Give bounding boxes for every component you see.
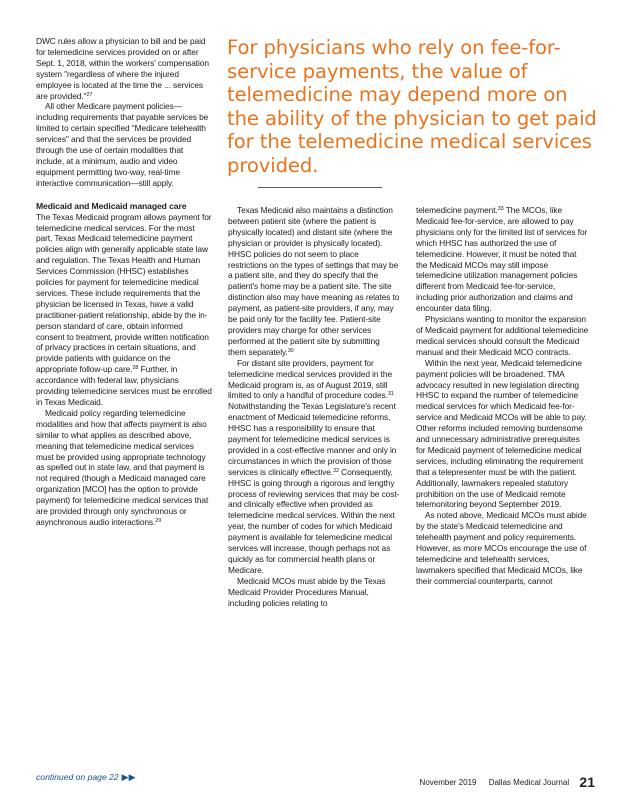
paragraph: Within the next year, Medicaid telemedicine payment policies will be broadened. TMA advocacy resulted in new legislation directing HHSC to expand the number of telemedicine medical services for which Medicaid fee-for-service and Medicaid MCOs will be able to pay. Other reforms included removing burdensome and unnecessary administrative prerequisites for Medicaid payment of telemedicine medical services, including eliminating the requirement that a telepresenter must be with the patient. Additionally, lawmakers repealed statutory prohibition on the use of Medicaid remote telemonitoring beyond September 2019.	[416, 357, 587, 510]
article-column-1	[36, 36, 212, 528]
page-number: 21	[579, 774, 595, 790]
paragraph	[228, 205, 400, 358]
paragraph: All other Medicare payment policies—including requirements that payable services be limited to certain specified "Medicare telehealth services" and that the services be provided through the use of certain modalities that include, at a minimum, audio and video equipment permitting two-way, real-time interactive communication—still apply.	[36, 101, 209, 188]
paragraph	[228, 358, 400, 576]
footnote-ref: 33	[497, 206, 504, 212]
continued-text[interactable]: continued on page 22	[36, 772, 119, 782]
paragraph	[36, 408, 212, 528]
paragraph: Physicians wanting to monitor the expansion of Medicaid payment for additional telemedicine medical services should consult the Medicaid manual and their Medicaid MCO contracts.	[416, 314, 589, 357]
section-heading: Medicaid and Medicaid managed care	[36, 200, 187, 211]
article-column-2	[228, 205, 400, 609]
paragraph-text: The MCOs, like Medicaid fee-for-service, are allowed to pay physicians only for the limited list of services for which HHSC has authorized the use of telemedicine. However, it must be noted that the Medicaid MCOs may still impose telemedicine utilization management policies different from Medicaid fee-for-service, including prior authorization and claims and encounter data filing.	[416, 205, 588, 314]
footnote-ref: 32	[333, 467, 339, 474]
paragraph-text: The Texas Medicaid program allows payment for telemedicine medical services. For the most part, Texas Medicaid telemedicine payment policies align with generally applicable state law and regulation. The Texas Health and Human Services Commission (HHSC) establishes policies for payment for telemedicine medical services. These include requirements that the physician be licensed in Texas, have a valid practitioner-patient relationship, abide by the in-person standard of care, obtain informed consent to treatment, provide written notification of privacy practices in certain situations, and provide patients with guidance on the appropriate follow-up care.	[36, 211, 212, 375]
paragraph: As noted above, Medicaid MCOs must abide by the state's Medicaid telemedicine and telehealth payment and policy requirements. However, as more MCOs encourage the use of telemedicine and telehealth services, lawmakers specified that Medicaid MCOs, like their commercial counterparts, cannot	[416, 510, 587, 586]
article-column-3	[416, 205, 589, 587]
page-footer	[420, 774, 595, 790]
footnote-ref: 27	[86, 91, 93, 98]
issue-date: November 2019	[419, 778, 477, 787]
paragraph-text: Medicaid policy regarding telemedicine modalities and how that affects payment is also similar to what applies as described above, meaning that telemedicine medical services must be provided using appropriate technology as spelled out in state law, and that payment is not required (though a Medicaid managed care organization [MCO] has the option to provide payment) for telemedicine medical services that are provided through only synchronous or asynchronous audio interactions.	[36, 407, 209, 527]
pull-quote-divider	[258, 187, 382, 188]
footnote-ref: 28	[132, 365, 139, 372]
footnote-ref: 29	[155, 517, 162, 524]
paragraph-text: Consequently, HHSC is going through a rigorous and lengthy process of reviewing services that may be cost- and clinically effective when provided as telemedicine medical services. Within the next year, the number of codes for which Medicaid payment is available for telemedicine medical services will increase, though perhaps not as quickly as for commercial health plans or Medicare.	[228, 466, 400, 575]
paragraph-text: telemedicine payment.	[416, 205, 498, 215]
magazine-name: Dallas Medical Journal	[488, 778, 570, 787]
footnote-ref: 30	[287, 347, 294, 354]
paragraph	[36, 36, 212, 101]
paragraph-text: Texas Medicaid also maintains a distinction between patient site (where the patient is physically located) and distant site (where the physician or provider is physically located). HHSC policies do not seem to place restrictions on the types of settings that may be a patient site, and they do specify that the patient's home may be a patient site. The site distinction also may have meaning as relates to payment, as patient-site providers, if any, may be paid only for the facility fee. Patient-site providers may charge for other services performed at the patient site by submitting them separately.	[228, 205, 400, 357]
pull-quote: For physicians who rely on fee-for-service payments, the value of telemedicine may depend more on the ability of the physician to get paid for the telemedicine medical services provided.	[227, 36, 597, 177]
continued-link[interactable]	[36, 772, 136, 783]
paragraph-text: DWC rules allow a physician to bill and be paid for telemedicine services provided on or after Sept. 1, 2018, within the workers' compensation system "regardless of where the injured employee is located at the time the ... services are provided."	[36, 36, 209, 101]
paragraph	[416, 205, 589, 314]
footnote-ref: 31	[387, 391, 394, 398]
double-arrow-icon: ▶▶	[121, 772, 136, 782]
paragraph-text: For distant site providers, payment for telemedicine medical services provided in the Medicaid program is, as of August 2019, still limited to only a handful of procedure codes.	[228, 357, 393, 401]
paragraph	[36, 212, 212, 408]
paragraph: Medicaid MCOs must abide by the Texas Medicaid Provider Procedures Manual, including policies relating to	[228, 575, 386, 608]
paragraph-text: Further, in accordance with federal law, physicians providing telemedicine services must be enrolled in Texas Medicaid.	[36, 364, 212, 407]
paragraph-text: Notwithstanding the Texas Legislature's recent enactment of Medicaid telemedicine reforms, HHSC has a responsibility to ensure that payment for telemedicine medical services is provided in a cost-effective manner and only in circumstances in which the provision of those services is clinically effective.	[228, 401, 397, 477]
